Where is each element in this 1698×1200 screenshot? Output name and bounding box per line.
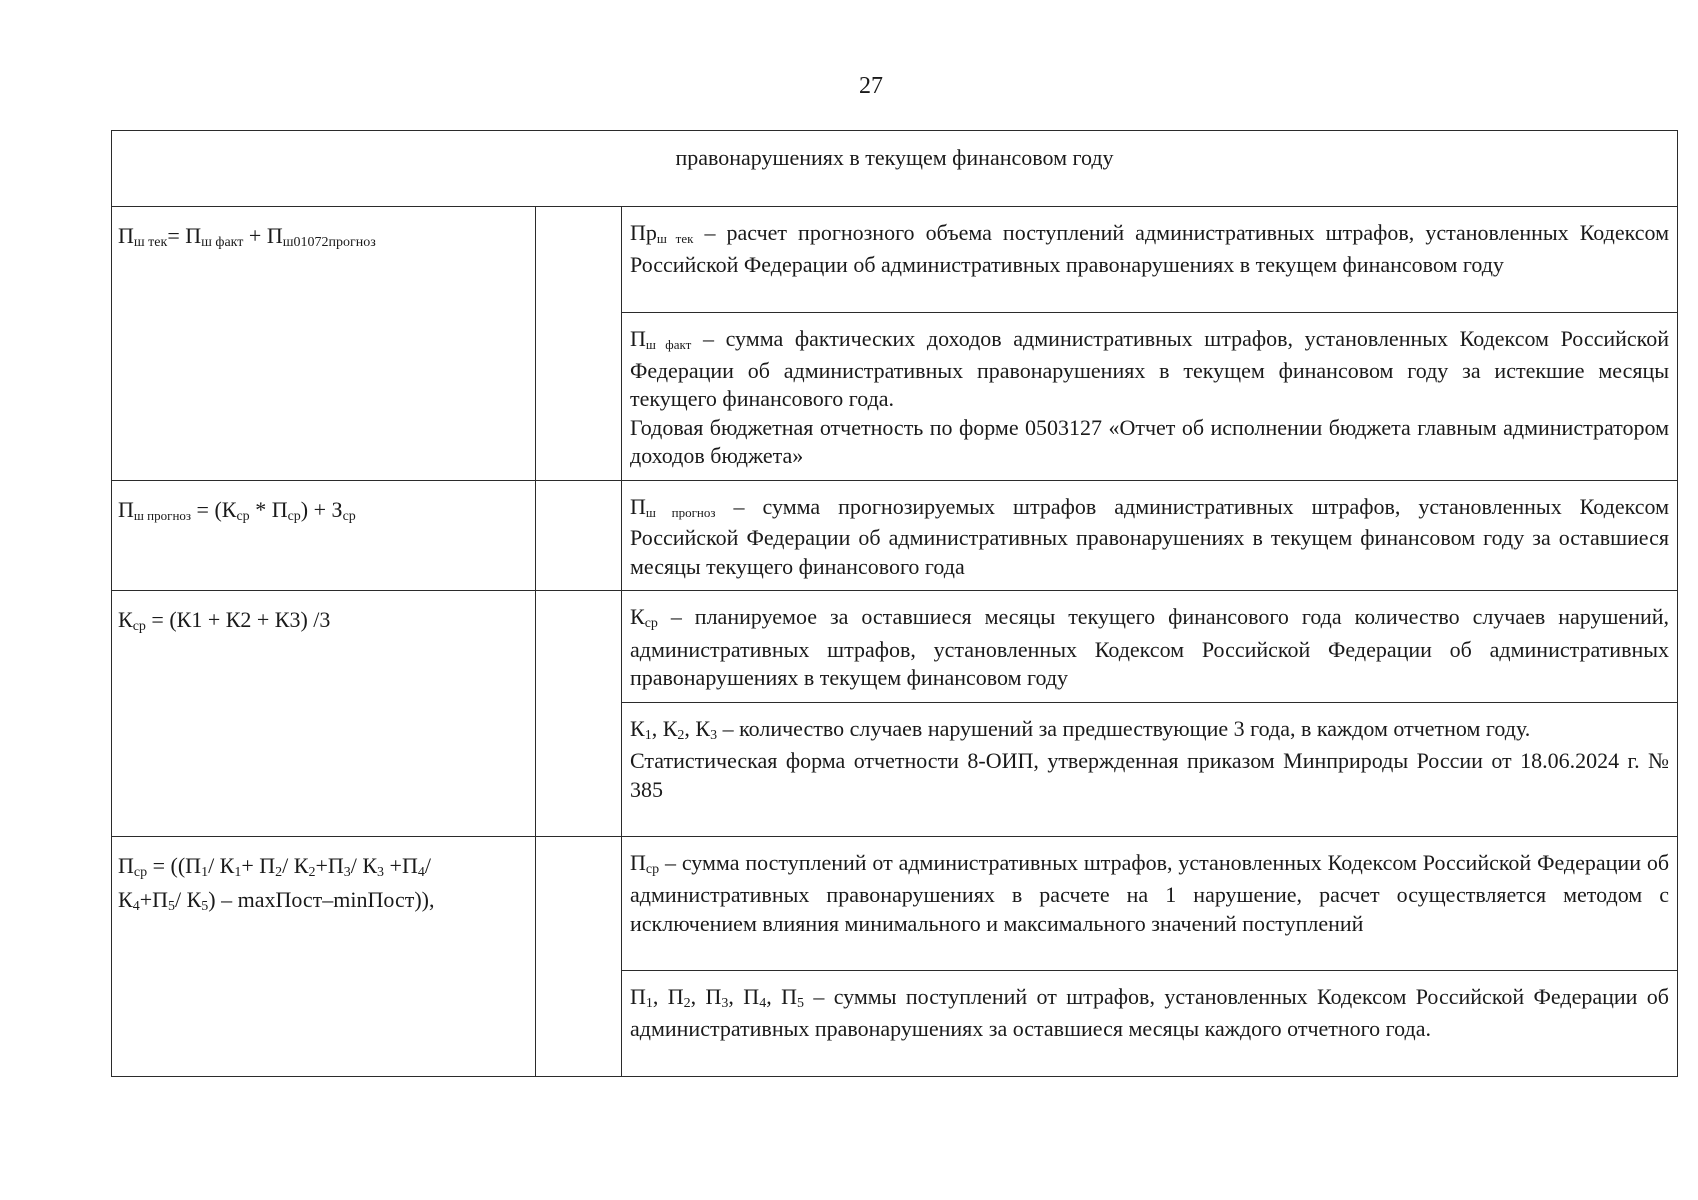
formula-table — [111, 130, 1678, 1077]
source-text: Статистическая форма отчетности 8-ОИП, утвержденная приказом Минприроды России от 18.06.2024 г. № 385 — [630, 748, 1670, 802]
empty-cell — [536, 591, 622, 837]
formula-line: $К_4+П_5/$ $К_5$) – maxПост–minПост)), — [118, 886, 435, 914]
formula-line: $П_{ср} = ((П_1/$ $К_1+ П_2/$ $К_2+П_3/$ $К_3 +П_4/$ — [118, 852, 431, 880]
description-cell: $К_{ср}$ – планируемое за оставшиеся месяцы текущего финансового года количество случаев нарушений, административных штрафов, установленных Кодексом Российской Федерации об административных правонарушениях в текущем финансовом году — [622, 591, 1678, 703]
formula-cell: $К_{ср} = (К1 + К2 + К3)$ /3 — [112, 591, 536, 837]
description-cell: $П_1$, $П_2$, $П_3$, $П_4$, $П_5$ – суммы поступлений от штрафов, установленных Кодексом Российской Федерации об административных правонарушениях за оставшиеся месяцы каждого отчетного года. — [622, 970, 1678, 1076]
table-header-cell: правонарушениях в текущем финансовом году — [112, 131, 1678, 207]
description-cell: $П_{ср}$ – сумма поступлений от административных штрафов, установленных Кодексом Российской Федерации об административных правонарушениях в расчете на 1 нарушение, расчет осуществляется методом с исключением влияния минимального и максимального значений поступлений — [622, 836, 1678, 970]
formula-cell: $П_{ш тек}= П_{ш факт} + П_{ш01072прогноз}$ — [112, 207, 536, 481]
table-row — [112, 480, 1678, 591]
table-row — [112, 591, 1678, 703]
empty-cell — [536, 207, 622, 481]
description-cell: $К_1$, $К_2$, $К_3$ – количество случаев нарушений за предшествующие 3 года, в каждом отчетном году. Статистическая форма отчетности 8-ОИП, утвержденная приказом Минприроды России от 18.06.2024 г. № 385 — [622, 702, 1678, 836]
table-header-row — [112, 131, 1678, 207]
description-cell: $П_{ш прогноз}$ – сумма прогнозируемых штрафов административных штрафов, установленных Кодексом Российской Федерации об административных правонарушениях в текущем финансовом году за оставшиеся месяцы текущего финансового года — [622, 480, 1678, 591]
table-row — [112, 836, 1678, 970]
empty-cell — [536, 836, 622, 1076]
table-row — [112, 207, 1678, 313]
source-text: Годовая бюджетная отчетность по форме 0503127 «Отчет об исполнении бюджета главным администратором доходов бюджета» — [630, 414, 1670, 468]
formula-cell — [112, 836, 536, 1076]
formula-cell: $П_{ш прогноз} = (К_{ср} * П_{ср}) + З_{ср}$ — [112, 480, 536, 591]
empty-cell — [536, 480, 622, 591]
description-cell: $Пр_{ш тек}$ – расчет прогнозного объема поступлений административных штрафов, установленных Кодексом Российской Федерации об административных правонарушениях в текущем финансовом году — [622, 207, 1678, 313]
description-cell: $П_{ш факт}$ – сумма фактических доходов административных штрафов, установленных Кодексом Российской Федерации об административных правонарушениях в текущем финансовом году за истекшие месяцы текущего финансового года. Годовая бюджетная отчетность по форме 0503127 «Отчет об исполнении бюджета главным администратором доходов бюджета» — [622, 313, 1678, 481]
page-number: 27 — [859, 73, 883, 99]
